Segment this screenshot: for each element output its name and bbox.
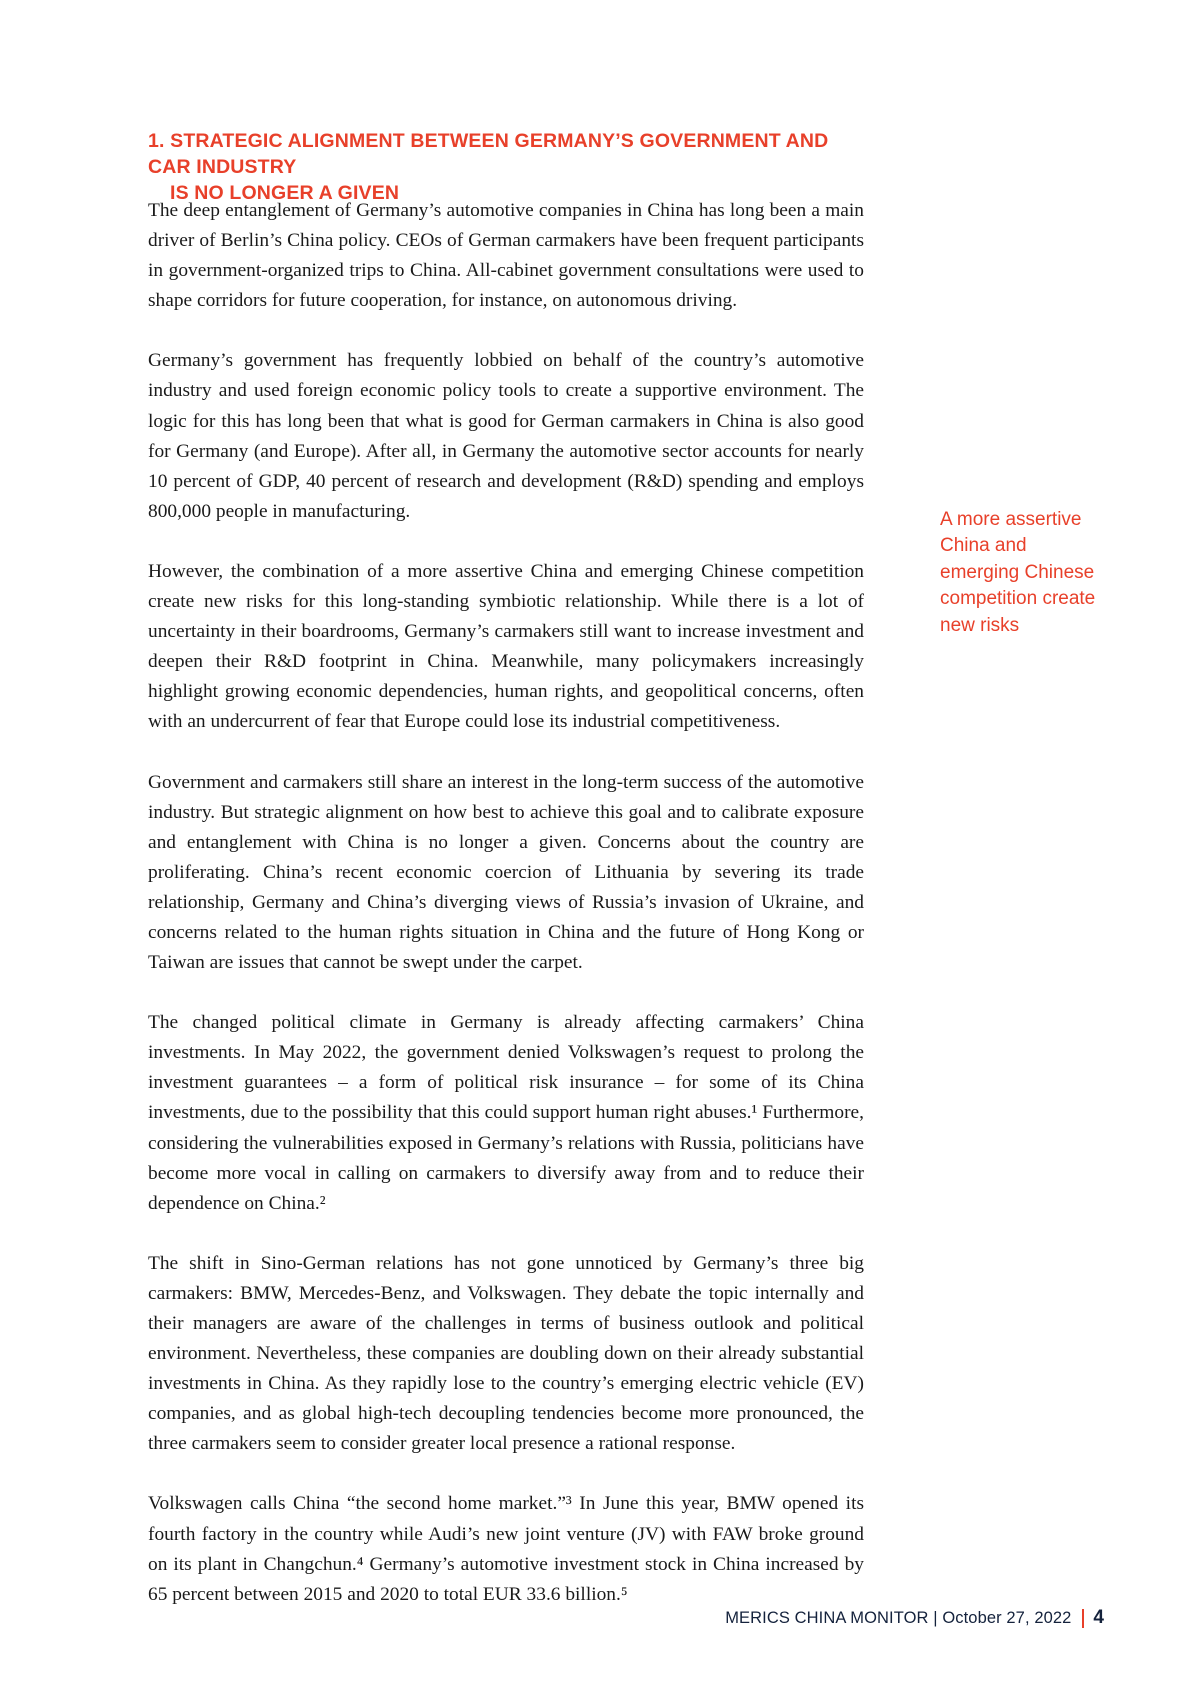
page-number: 4: [1093, 1607, 1104, 1628]
body-paragraph: The deep entanglement of Germany’s automotive companies in China has long been a main driver of Berlin’s China policy. CEOs of German carmakers have been frequent participants in government-organized trips to China. All-cabinet government consultations were used to shape corridors for future cooperation, for instance, on autonomous driving.: [148, 200, 864, 312]
body-paragraph: Germany’s government has frequently lobbied on behalf of the country’s automotive industry and used foreign economic policy tools to create a supportive environment. The logic for this has long been that what is good for German carmakers in China is also good for Germany (and Europe). After all, in Germany the automotive sector accounts for nearly 10 percent of GDP, 40 percent of research and development (R&D) spending and employs 800,000 people in manufacturing.: [148, 350, 864, 522]
footer-separator-bar: [1082, 1609, 1084, 1628]
body-paragraph: Volkswagen calls China “the second home market.”³ In June this year, BMW opened its fourth factory in the country while Audi’s new joint venture (JV) with FAW broke ground on its plant in Changchun.⁴ Germany’s automotive investment stock in China increased by 65 percent between 2015 and 2020 to total EUR 33.6 billion.⁵: [148, 1493, 864, 1605]
section-heading-line-1: STRATEGIC ALIGNMENT BETWEEN GERMANY’S GOVERNMENT AND CAR INDUSTRY: [148, 130, 829, 179]
body-text-column: [148, 196, 864, 1610]
page-footer: [148, 1605, 1104, 1631]
body-paragraph: The changed political climate in Germany is already affecting carmakers’ China investments. In May 2022, the government denied Volkswagen’s request to prolong the investment guarantees – a form of political risk insurance – for some of its China investments, due to the possibility that this could support human right abuses.¹ Furthermore, considering the vulnerabilities exposed in Germany’s relations with Russia, politicians have become more vocal in calling on carmakers to diversify away from and to reduce their dependence on China.²: [148, 1012, 864, 1214]
section-number: 1.: [148, 130, 165, 153]
footer-publication-text: MERICS CHINA MONITOR | October 27, 2022: [725, 1608, 1072, 1627]
section-heading-line-2: IS NO LONGER A GIVEN: [170, 182, 400, 205]
body-paragraph: The shift in Sino-German relations has not gone unnoticed by Germany’s three big carmakers: BMW, Mercedes-Benz, and Volkswagen. They debate the topic internally and their managers are aware of the challenges in terms of business outlook and political environment. Nevertheless, these companies are doubling down on their already substantial investments in China. As they rapidly lose to the country’s emerging electric vehicle (EV) companies, and as global high-tech decoupling tendencies become more pronounced, the three carmakers seem to consider greater local presence a rational response.: [148, 1252, 864, 1455]
pull-quote: A more assertive China and emerging Chinese competition create new risks: [940, 509, 1096, 636]
section-heading: [148, 128, 868, 206]
body-paragraph: Government and carmakers still share an interest in the long-term success of the automotive industry. But strategic alignment on how best to achieve this goal and to calibrate exposure and entanglement with China is no longer a given. Concerns about the country are proliferating. China’s recent economic coercion of Lithuania by severing its trade relationship, Germany and China’s diverging views of Russia’s invasion of Ukraine, and concerns related to the human rights situation in China and the future of Hong Kong or Taiwan are issues that cannot be swept under the carpet.: [148, 771, 864, 974]
body-paragraph: However, the combination of a more assertive China and emerging Chinese competition create new risks for this long-standing symbiotic relationship. While there is a lot of uncertainty in their boardrooms, Germany’s carmakers still want to increase investment and deepen their R&D footprint in China. Meanwhile, many policymakers increasingly highlight growing economic dependencies, human rights, and geopolitical concerns, often with an undercurrent of fear that Europe could lose its industrial competitiveness.: [148, 560, 864, 733]
